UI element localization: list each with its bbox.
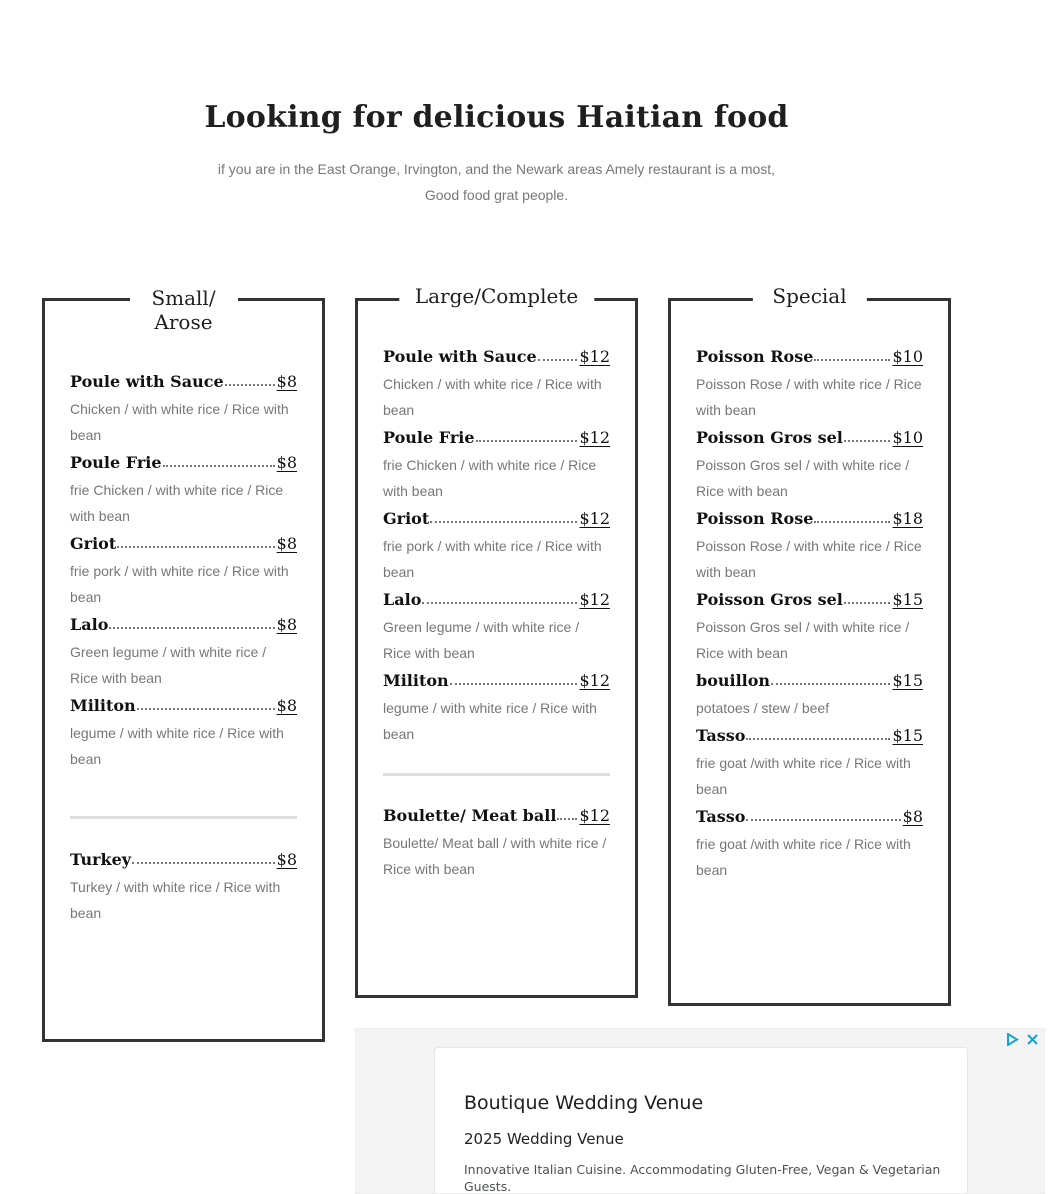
menu-title-special: Special [752,284,866,308]
item-price: $10 [892,428,923,447]
item-price: $12 [579,806,610,825]
item-name: Poule Frie [383,428,475,447]
menu-item [696,342,923,423]
item-price: $8 [276,850,297,869]
item-price: $12 [579,428,610,447]
menu-item [383,342,610,423]
item-description: Poisson Rose / with white rice / Rice with bean [696,376,922,418]
menu-items-small [70,367,297,926]
dot-leader [422,602,577,604]
item-price: $8 [276,696,297,715]
item-price: $8 [902,807,923,826]
item-price: $10 [892,347,923,366]
item-description: Chicken / with white rice / Rice with bean [70,401,289,443]
item-name: Turkey [70,850,132,869]
ad-subtitle[interactable]: 2025 Wedding Venue [464,1130,624,1148]
menu-items-special [696,342,923,883]
page-title: Looking for delicious Haitian food [204,100,789,135]
item-description: Poisson Gros sel / with white rice / Rice with bean [696,619,910,661]
dot-leader [746,738,890,740]
dot-leader [137,708,275,710]
menu-item [70,610,297,691]
item-description: Green legume / with white rice / Rice with bean [383,619,580,661]
menu-item [383,666,610,747]
item-description: frie goat /with white rice / Rice with bean [696,836,911,878]
dot-leader [476,440,578,442]
item-name: Poisson Gros sel [696,590,843,609]
dot-leader [538,359,578,361]
menu-item [696,423,923,504]
item-name: Griot [383,509,430,528]
item-description: Poisson Rose / with white rice / Rice with bean [696,538,922,580]
menu-items-large [383,342,610,882]
menu-item [70,691,297,772]
item-name: Griot [70,534,117,553]
item-name: bouillon [696,671,771,690]
item-description: Boulette/ Meat ball / with white rice / Rice with bean [383,835,607,877]
item-description: frie pork / with white rice / Rice with bean [383,538,602,580]
item-name: Poule with Sauce [70,372,224,391]
menu-box-special [668,284,951,1006]
adchoices-icon[interactable] [1004,1031,1020,1047]
menu-item [696,585,923,666]
item-description: frie goat /with white rice / Rice with bean [696,755,911,797]
item-name: Poisson Rose [696,509,814,528]
item-name: Boulette/ Meat ball [383,806,557,825]
dot-leader [109,627,274,629]
item-price: $15 [892,726,923,745]
item-description: Turkey / with white rice / Rice with bean [70,879,281,921]
menu-item [383,504,610,585]
item-name: Poule with Sauce [383,347,537,366]
dot-leader [163,465,275,467]
item-name: Tasso [696,726,746,745]
item-name: Poule Frie [70,453,162,472]
item-description: frie Chicken / with white rice / Rice with bean [383,457,597,499]
close-icon[interactable] [1024,1031,1040,1047]
section-divider [70,816,297,819]
dot-leader [844,602,891,604]
menu-item [383,801,610,882]
item-description: legume / with white rice / Rice with bean [383,700,597,742]
dot-leader [225,384,275,386]
item-price: $8 [276,372,297,391]
item-description: frie pork / with white rice / Rice with bean [70,563,289,605]
dot-leader [844,440,891,442]
dot-leader [746,819,900,821]
dot-leader [814,359,890,361]
dot-leader [450,683,578,685]
ad-card[interactable] [434,1047,968,1194]
menu-item [696,721,923,802]
menu-title-large: Large/Complete [399,284,594,308]
item-price: $15 [892,671,923,690]
item-description: potatoes / stew / beef [696,700,830,716]
item-price: $15 [892,590,923,609]
section-divider [383,773,610,776]
item-name: Militon [70,696,136,715]
item-name: Militon [383,671,449,690]
ad-title[interactable]: Boutique Wedding Venue [464,1092,704,1114]
ad-panel [355,1028,1045,1194]
item-price: $12 [579,509,610,528]
menu-item [696,666,923,721]
item-price: $12 [579,671,610,690]
item-price: $18 [892,509,923,528]
menu-item [383,423,610,504]
dot-leader [557,818,577,820]
item-price: $8 [276,534,297,553]
item-description: frie Chicken / with white rice / Rice with bean [70,482,284,524]
menu-item [70,448,297,529]
menu-box-small [42,286,325,1042]
ad-description: Innovative Italian Cuisine. Accommodating Gluten-Free, Vegan & Vegetarian Guests. [464,1162,941,1194]
menu-title-small: Small/ Arose [130,286,238,334]
item-description: Poisson Gros sel / with white rice / Rice with bean [696,457,910,499]
menu-item [70,845,297,926]
item-name: Poisson Gros sel [696,428,843,447]
menu-item [70,367,297,448]
item-price: $12 [579,590,610,609]
item-name: Poisson Rose [696,347,814,366]
dot-leader [771,683,890,685]
item-description: legume / with white rice / Rice with bean [70,725,284,767]
ad-controls [1004,1031,1040,1047]
menu-item [383,585,610,666]
dot-leader [132,862,275,864]
item-price: $12 [579,347,610,366]
page-subtitle: if you are in the East Orange, Irvington, and the Newark areas Amely restaurant is a most, Good food grat people. [217,161,776,203]
item-price: $8 [276,615,297,634]
item-description: Chicken / with white rice / Rice with bean [383,376,602,418]
menu-box-large [355,284,638,998]
menu-item [696,504,923,585]
dot-leader [430,521,577,523]
menu-item [696,802,923,883]
item-price: $8 [276,453,297,472]
item-name: Lalo [70,615,109,634]
item-name: Lalo [383,590,422,609]
item-description: Green legume / with white rice / Rice with bean [70,644,267,686]
menu-item [70,529,297,610]
item-name: Tasso [696,807,746,826]
dot-leader [117,546,274,548]
dot-leader [814,521,890,523]
